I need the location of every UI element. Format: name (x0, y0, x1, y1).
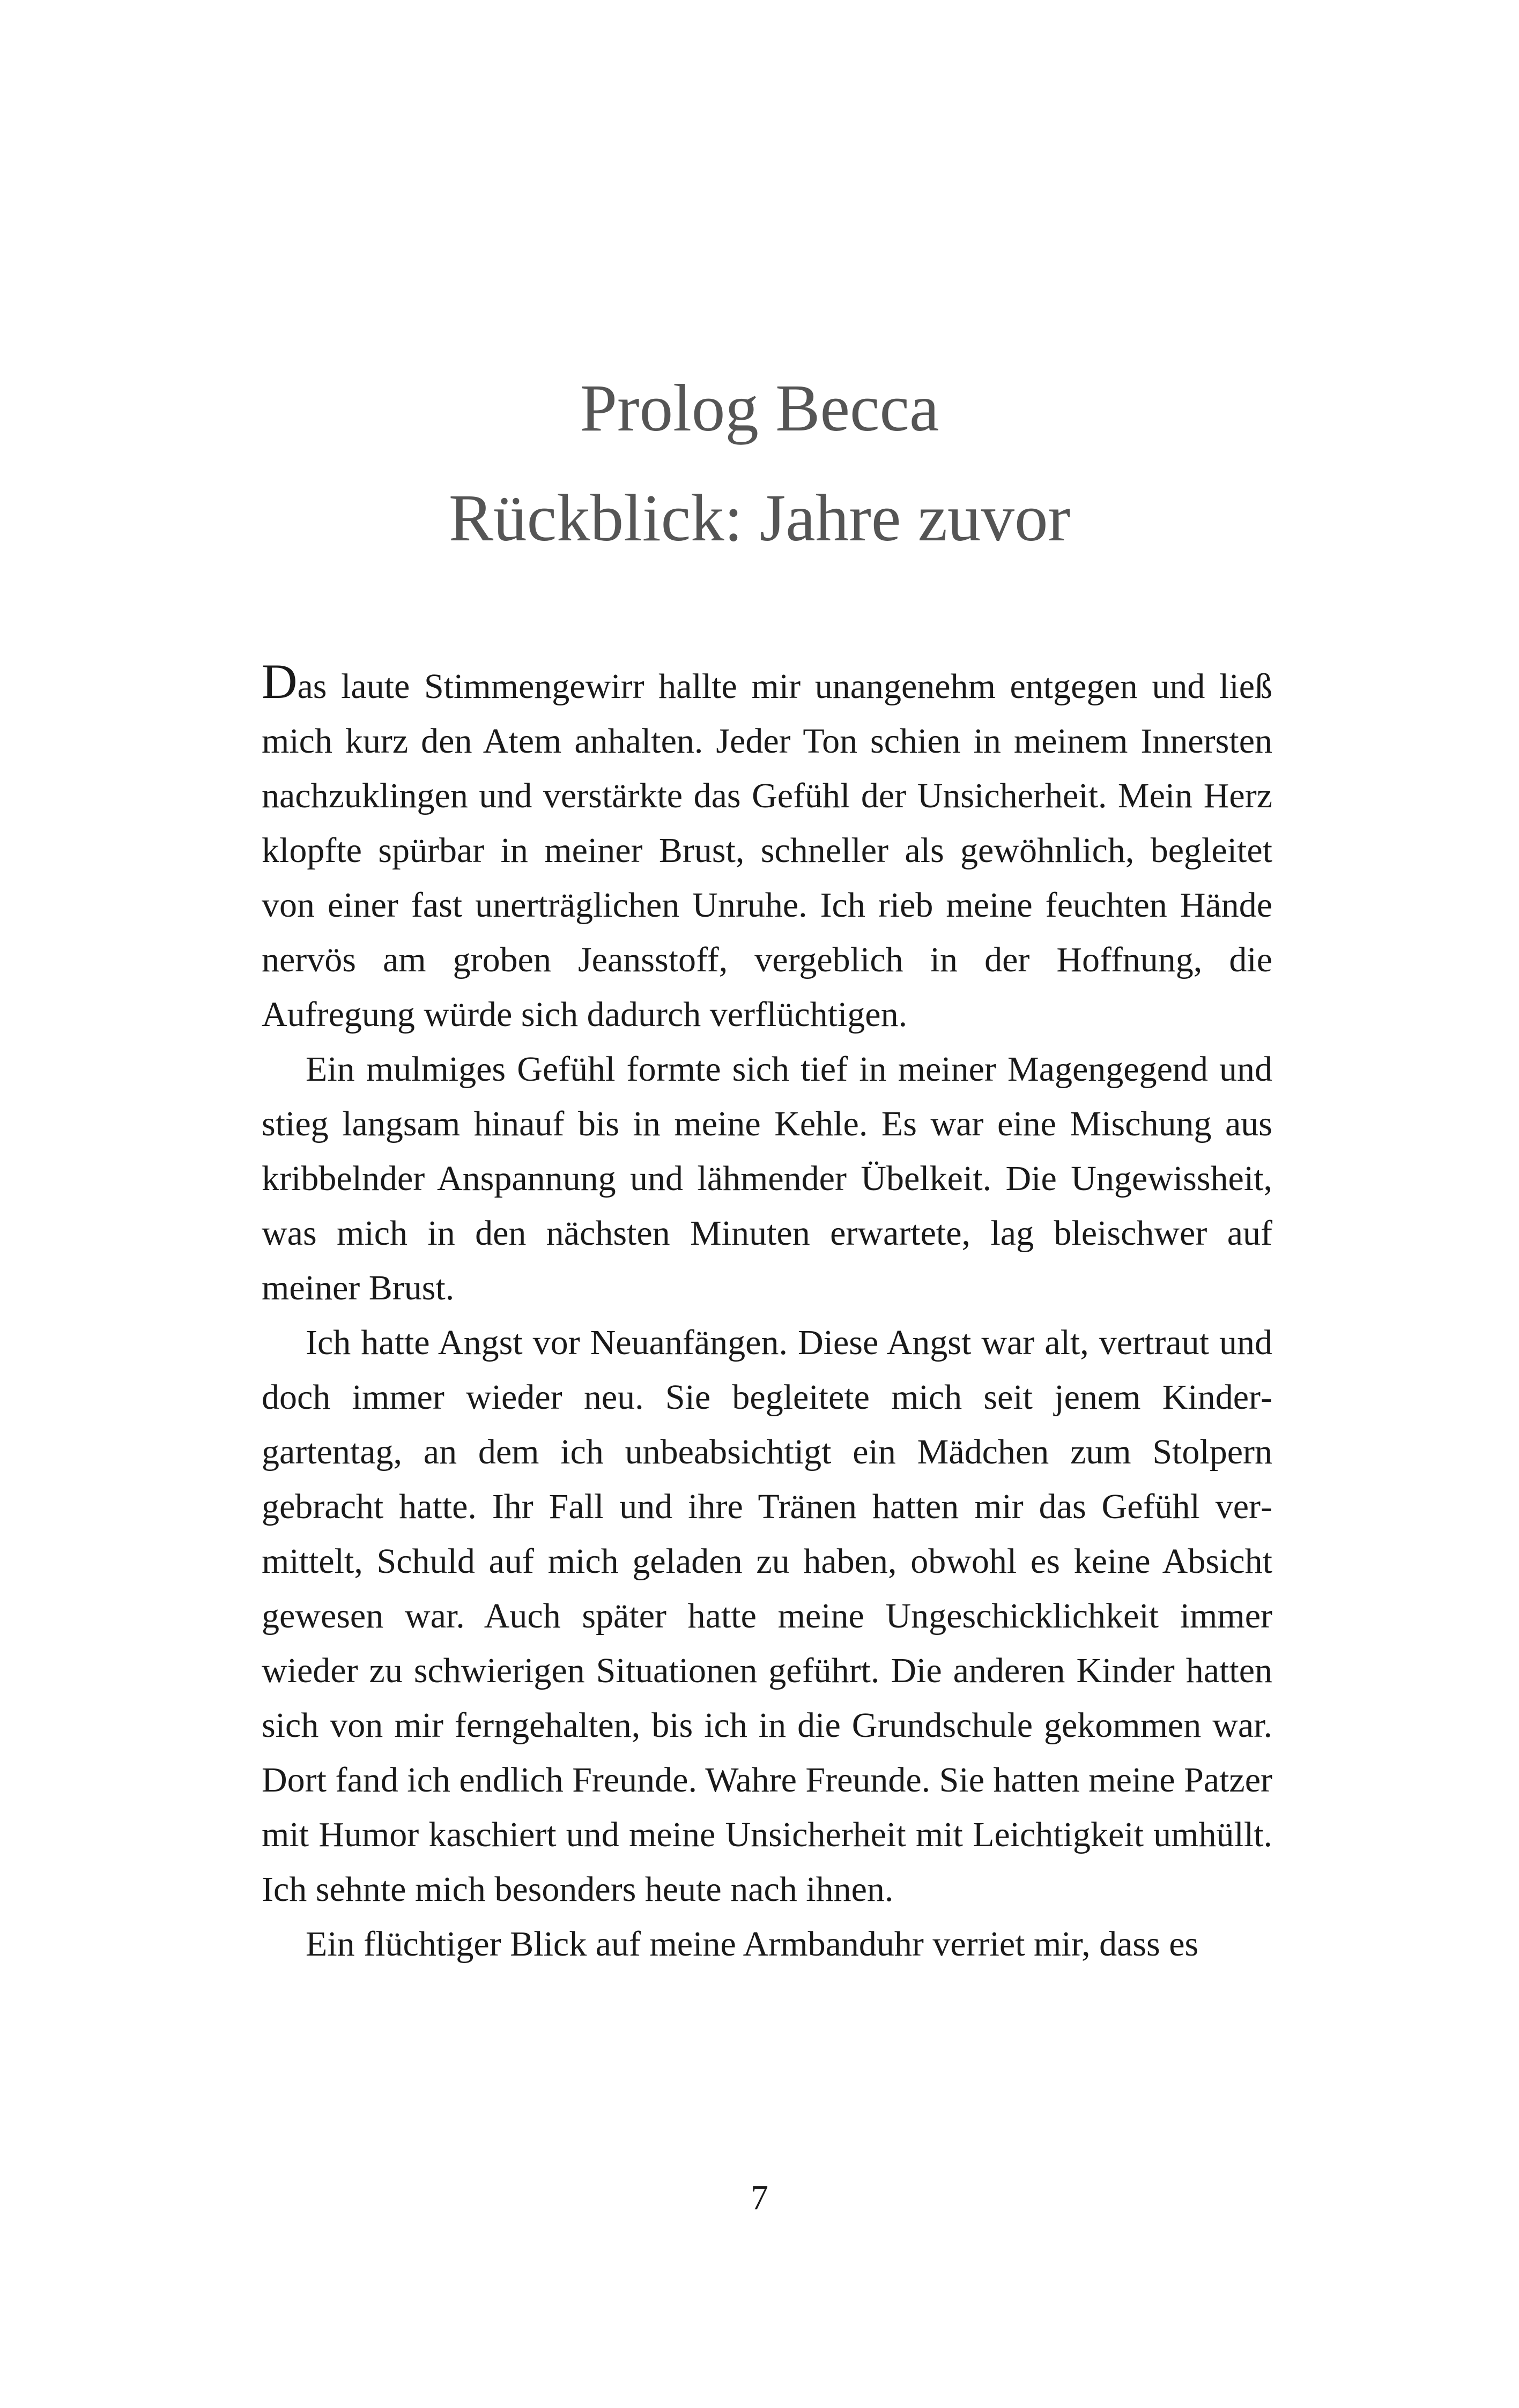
body-text (262, 654, 1272, 1972)
chapter-title: Prolog Becca (580, 371, 939, 445)
paragraph-1 (262, 654, 1272, 1042)
paragraph-4: Ein flüchtiger Blick auf meine Armbanduhr verriet mir, dass es (306, 1924, 1199, 1964)
page-number: 7 (751, 2178, 768, 2217)
chapter-heading (0, 354, 1519, 574)
chapter-subtitle: Rückblick: Jahre zuvor (448, 481, 1071, 555)
paragraph-1-text: as laute Stimmengewirr hallte mir unangenehm entgegen und ließ mich kurz den Atem anhalten. Jeder Ton schien in meinem Innersten nachzuklingen und verstärkte das Gefühl der Unsicherheit. Mein Herz klopfte spürbar in meiner Brust, schneller als gewöhnlich, begleitet von einer fast unerträglichen Unruhe. Ich rieb meine feuchten Hände nervös am groben Jeansstoff, vergeblich in der Hoffnung, die Aufregung würde sich dadurch verflüchtigen. (262, 667, 1272, 1034)
paragraph-2: Ein mulmiges Gefühl formte sich tief in meiner Magengegend und stieg langsam hinauf bis in meine Kehle. Es war eine Mischung aus kribbelnder Anspannung und lähmender Übelkeit. Die Ungewissheit, was mich in den nächsten Minuten erwartete, lag bleischwer auf meiner Brust. (262, 1050, 1272, 1307)
paragraph-3: Ich hatte Angst vor Neuanfängen. Diese Angst war alt, vertraut und doch immer wieder neu. Sie begleitete mich seit jenem Kindergartentag, an dem ich unbeabsichtigt ein Mädchen zum Stolpern gebracht hatte. Ihr Fall und ihre Tränen hatten mir das Gefühl vermittelt, Schuld auf mich geladen zu haben, obwohl es keine Absicht gewesen war. Auch später hatte meine Ungeschicklichkeit immer wieder zu schwierigen Situationen geführt. Die anderen Kinder hatten sich von mir ferngehalten, bis ich in die Grundschule gekommen war. Dort fand ich endlich Freunde. Wahre Freunde. Sie hatten meine Patzer mit Humor kaschiert und meine Unsicherheit mit Leichtigkeit umhüllt. Ich sehnte mich besonders heute nach ihnen. (262, 1323, 1272, 1909)
initial-letter: D (262, 654, 298, 709)
